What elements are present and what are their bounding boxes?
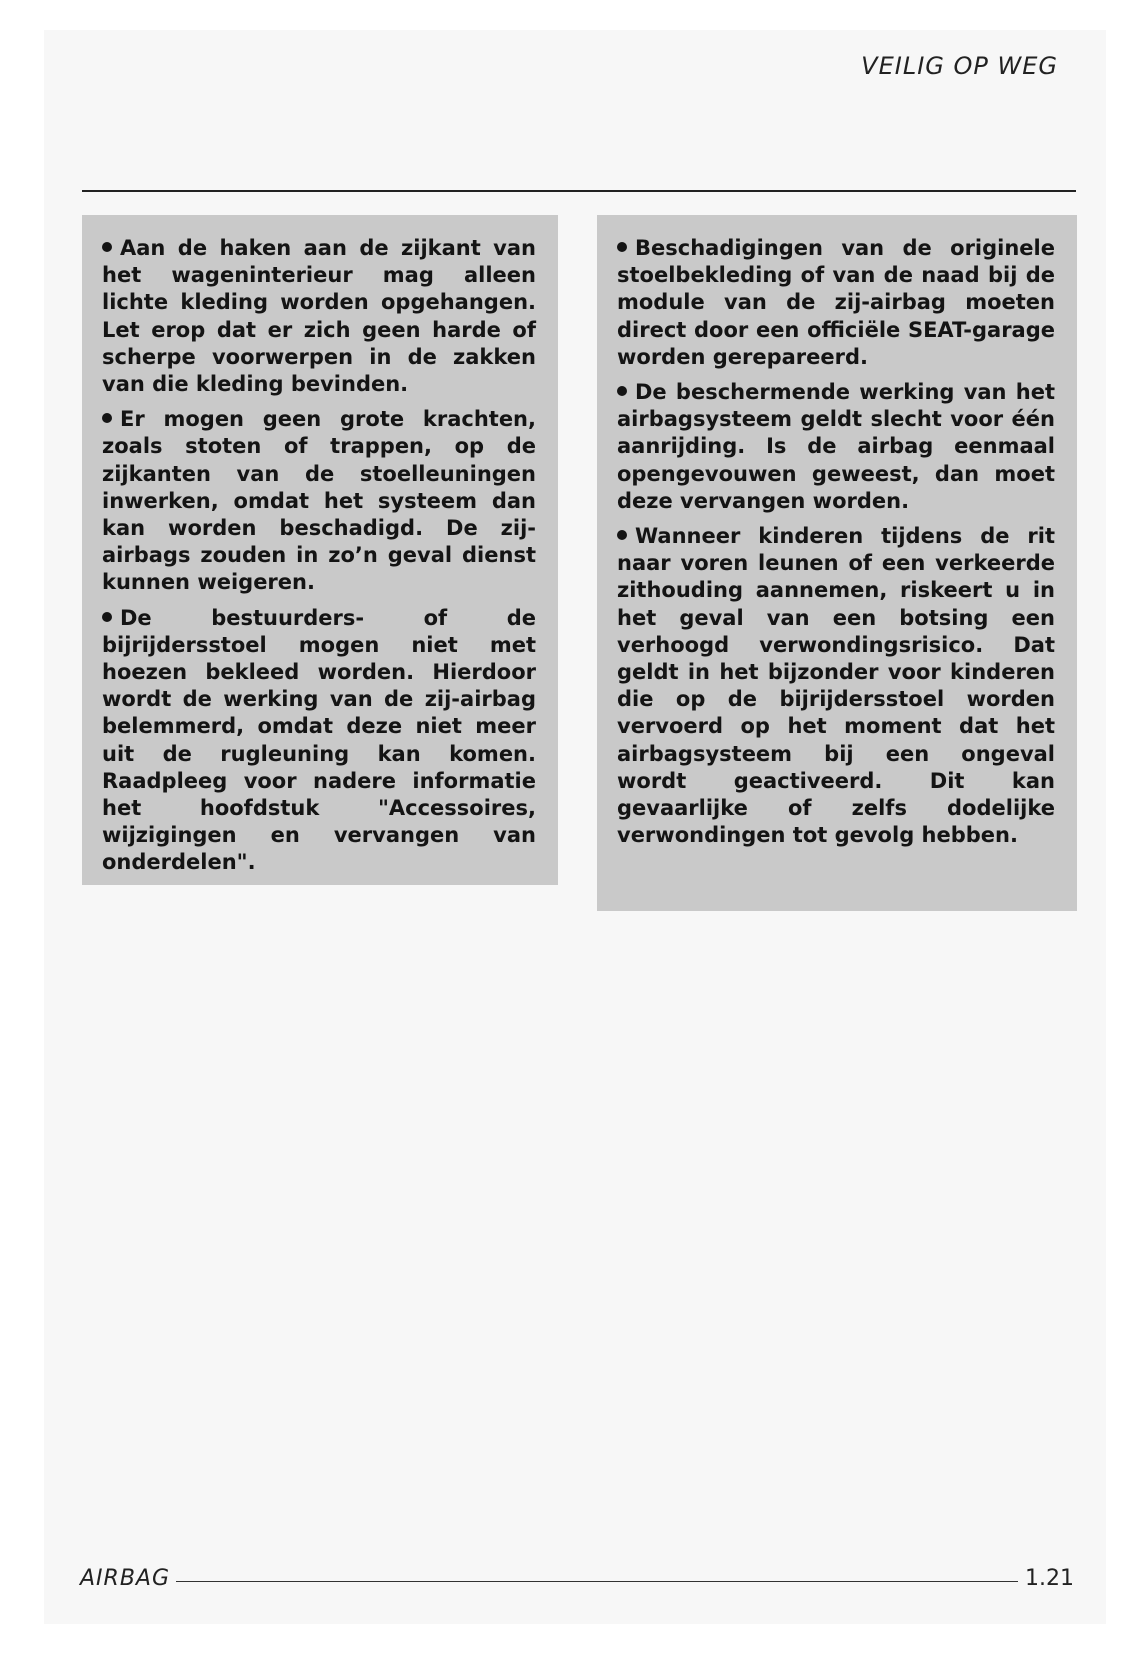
warning-text: De bestuurders- of de bijrijdersstoel mogen niet met hoezen bekleed worden. Hierdoor wordt de werking van de zij-airbag belemmerd, omdat deze niet meer uit de rugleuning kan komen. Raadpleeg voor nadere informatie het hoofdstuk "Accessoires, wijzigingen en vervangen van onderdelen". [102, 605, 536, 875]
bullet-icon [617, 242, 627, 252]
warning-text: Beschadigingen van de originele stoelbekleding of van de naad bij de module van de zij-airbag moeten direct door een officiële SEAT-garage worden gerepareerd. [617, 236, 1055, 369]
bullet-icon [617, 530, 627, 540]
warning-item [102, 235, 536, 398]
footer-divider [176, 1581, 1018, 1582]
bullet-icon [102, 413, 112, 423]
warning-item [102, 605, 536, 877]
warning-text: De beschermende werking van het airbagsysteem geldt slecht voor één aanrijding. Is de airbag eenmaal opengevouwen geweest, dan moet deze vervangen worden. [617, 380, 1055, 513]
section-title: VEILIG OP WEG [861, 52, 1058, 80]
warning-item [617, 523, 1055, 849]
warning-item [617, 235, 1055, 371]
bullet-icon [102, 242, 112, 252]
warning-text: Aan de haken aan de zijkant van het wageninterieur mag alleen lichte kleding worden opgehangen. Let erop dat er zich geen harde of scherpe voorwerpen in de zakken van die kleding bevinden. [102, 236, 536, 397]
warning-item [617, 379, 1055, 515]
warning-text: Er mogen geen grote krachten, zoals stoten of trappen, op de zijkanten van de stoelleuningen inwerken, omdat het systeem dan kan worden beschadigd. De zij-airbags zouden in zo’n geval dienst kunnen weigeren. [102, 407, 536, 595]
warning-item [102, 406, 536, 596]
warning-text: Wanneer kinderen tijdens de rit naar voren leunen of een verkeerde zithouding aannemen, riskeert u in het geval van een botsing een verhoogd verwondingsrisico. Dat geldt in het bijzonder voor kinderen die op de bijrijdersstoel worden vervoerd op het moment dat het airbagsysteem bij een ongeval wordt geactiveerd. Dit kan gevaarlijke of zelfs dodelijke verwondingen tot gevolg hebben. [617, 524, 1055, 848]
header-divider [82, 190, 1076, 192]
bullet-icon [102, 612, 112, 622]
warning-box-right [597, 215, 1077, 911]
chapter-label: AIRBAG [80, 1566, 171, 1591]
warning-box-left [82, 215, 558, 885]
page-number: 1.21 [1025, 1566, 1074, 1591]
bullet-icon [617, 386, 627, 396]
